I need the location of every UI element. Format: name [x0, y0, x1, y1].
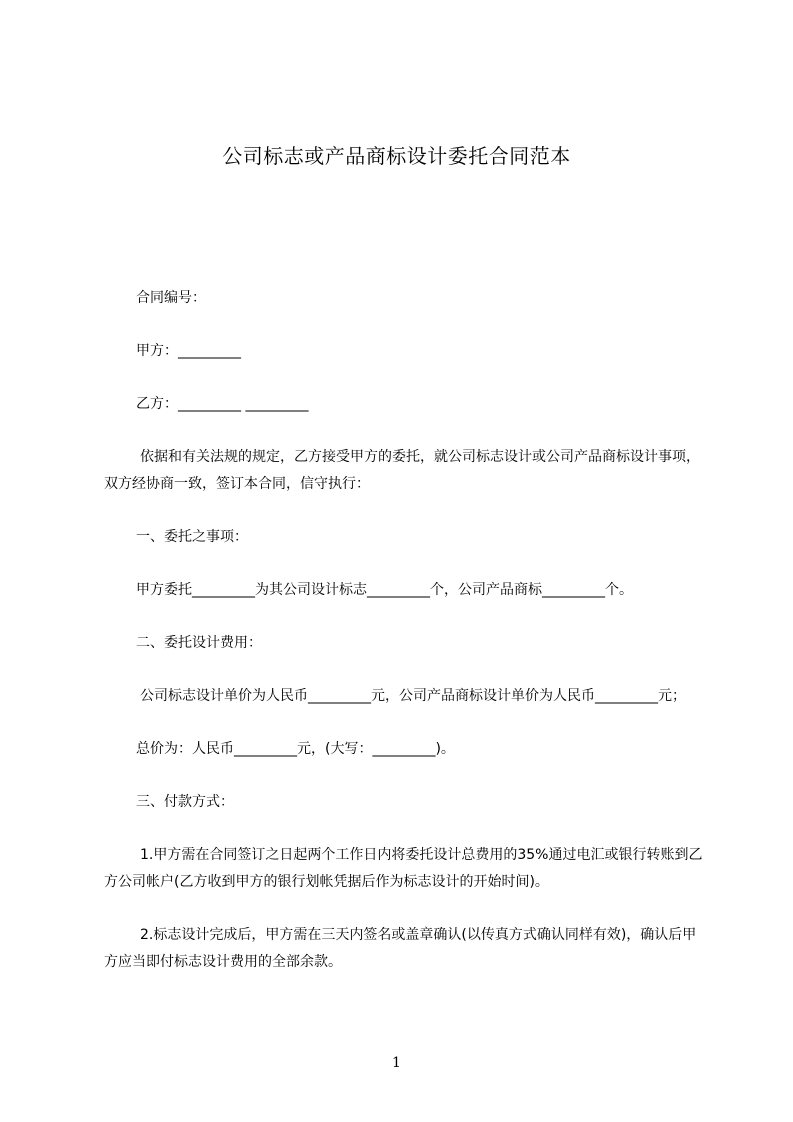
entrusted-matters-paragraph: 甲方委托_________为其公司设计标志_________个，公司产品商标_________个。 — [136, 582, 633, 598]
party-b-line: 乙方：_________ _________ — [136, 396, 309, 412]
payment-clause-1: 1.甲方需在合同签订之日起两个工作日内将委托设计总费用的35%通过电汇或银行转账到乙方公司帐户(乙方收到甲方的银行划帐凭据后作为标志设计的开始时间)。 — [104, 847, 703, 890]
unit-price-paragraph: 公司标志设计单价为人民币_________元，公司产品商标设计单价为人民币_________元； — [140, 688, 686, 704]
section-heading-design-fees: 二、委托设计费用： — [136, 635, 262, 651]
section-heading-entrusted-matters: 一、委托之事项： — [136, 529, 248, 545]
total-price-paragraph: 总价为：人民币_________元，(大写：_________)。 — [136, 741, 455, 757]
document-body — [104, 285, 706, 1002]
contract-number-line: 合同编号： — [136, 290, 206, 306]
payment-clause-2: 2.标志设计完成后，甲方需在三天内签名或盖章确认(以传真方式确认同样有效)，确认后甲方应当即付标志设计费用的全部余款。 — [104, 927, 697, 970]
page-number: 1 — [392, 1055, 401, 1071]
section-heading-payment-method: 三、付款方式： — [136, 794, 234, 810]
party-a-line: 甲方：_________ — [136, 343, 241, 359]
preamble-paragraph: 依据和有关法规的规定，乙方接受甲方的委托，就公司标志设计或公司产品商标设计事项，双方经协商一致，签订本合同，信守执行： — [104, 449, 700, 492]
document-title: 公司标志或产品商标设计委托合同范本 — [222, 144, 571, 168]
